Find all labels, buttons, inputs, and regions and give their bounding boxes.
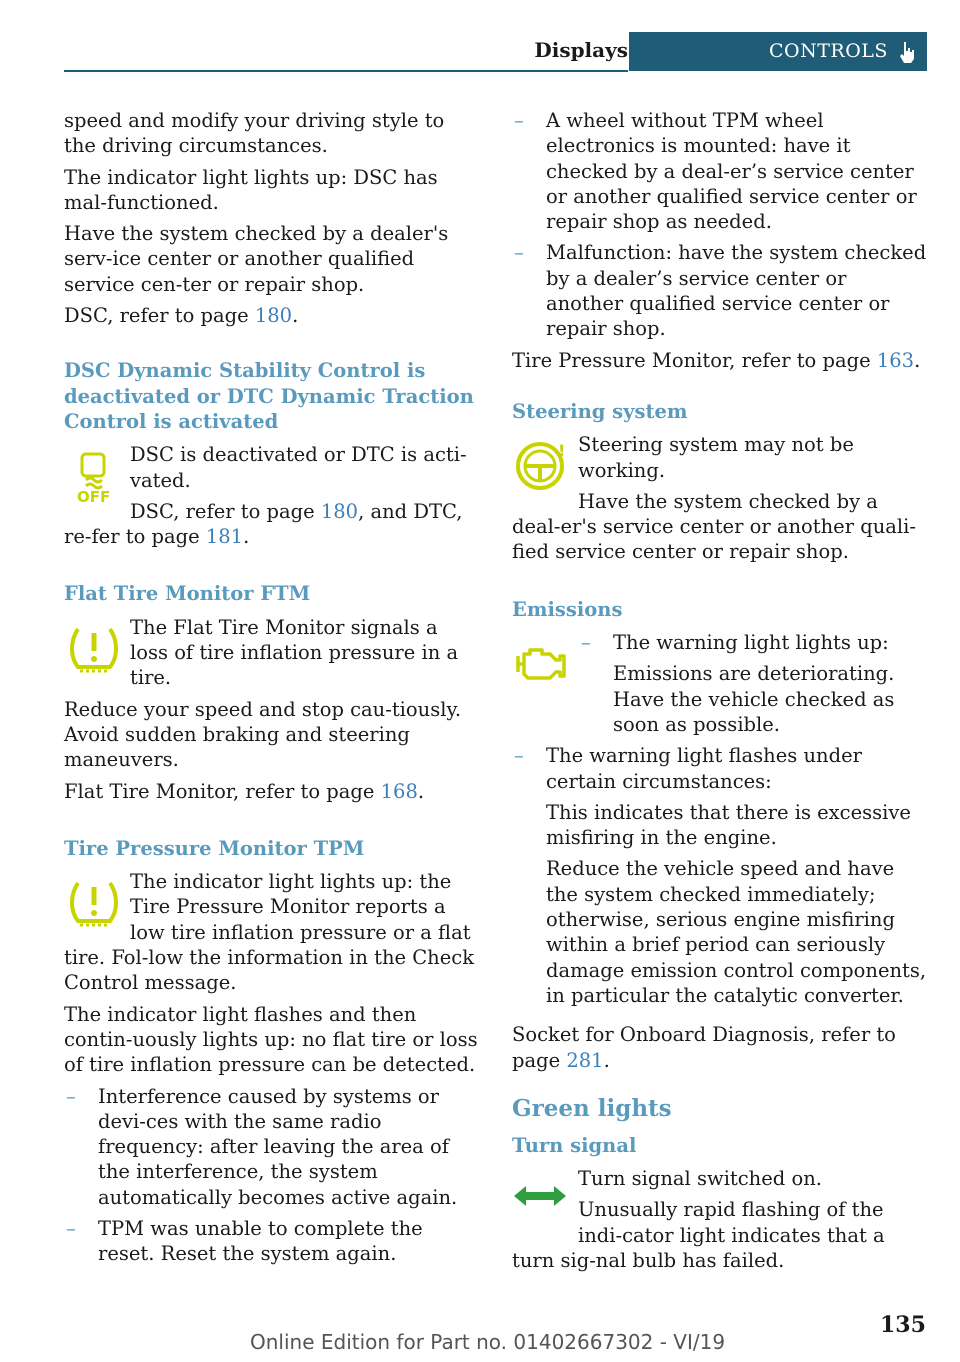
footer-edition: Online Edition for Part no. 01402667302 - VI/19 [250, 1330, 726, 1354]
turn-signal-arrows-icon [512, 1166, 572, 1226]
paragraph: speed and modify your driving style to the driving circumstances. [64, 109, 445, 158]
section-heading-ftm: Flat Tire Monitor FTM [64, 582, 311, 606]
page-link[interactable]: 181 [205, 525, 244, 549]
svg-text:OFF: OFF [77, 488, 111, 507]
paragraph: This indicates that there is excessive misfiring in the engine. [546, 800, 911, 850]
section-heading-steering: Steering system [512, 399, 688, 423]
header-chapter-bar [629, 32, 927, 71]
dsc-off-icon [64, 446, 124, 506]
header-chapter-title: CONTROLS [769, 40, 888, 62]
section-heading-dsc: DSC Dynamic Stability Control is deactivated or DTC Dynamic Traction Control is activated [64, 359, 474, 433]
section-heading-tpm: Tire Pressure Monitor TPM [64, 836, 365, 860]
paragraph: Emissions are deteriorating. Have the vehicle checked as soon as possible. [613, 662, 895, 736]
paragraph: The indicator light lights up: the Tire Pressure Monitor reports a low tire inflation pressure or a flat tire. Fol‐low the information in the Check Control message. [64, 870, 475, 995]
paragraph: The indicator light flashes and then contin‐uously lights up: no flat tire or loss of tire inflation pressure can be detected. [64, 1002, 478, 1077]
list-item: – A wheel without TPM wheel electronics is mounted: have it checked by a deal‐er’s service center or another qualified service center or repair shop as needed. [512, 108, 928, 234]
section-heading-turn-signal: Turn signal [512, 1133, 637, 1157]
paragraph: DSC is deactivated or DTC is acti‐vated. [130, 443, 467, 492]
check-engine-icon [512, 634, 572, 694]
list-item: – The warning light flashes under certain circumstances: [512, 743, 928, 794]
section-heading-emissions: Emissions [512, 597, 623, 621]
list-item: – Interference caused by systems or devi‐ces with the same radio frequency: after leaving the area of the interference, the system automatically becomes active again. [64, 1084, 480, 1210]
paragraph: DSC, refer to page 180. [64, 304, 299, 328]
paragraph: Have the system checked by a deal‐er's service center or another quali‐fied service center or repair shop. [512, 489, 916, 564]
paragraph: Socket for Onboard Diagnosis, refer to page 281. [512, 1023, 896, 1072]
tire-pressure-warning-icon [64, 619, 124, 679]
page-link[interactable]: 168 [380, 779, 418, 803]
page-link[interactable]: 281 [566, 1048, 604, 1072]
header-rule [64, 70, 628, 72]
paragraph: Tire Pressure Monitor, refer to page 163. [512, 348, 921, 372]
page-link[interactable]: 180 [254, 304, 293, 328]
hand-pointer-icon [897, 40, 917, 64]
page-link[interactable]: 163 [876, 348, 915, 372]
left-column [64, 108, 480, 1273]
page-link[interactable]: 180 [320, 499, 359, 523]
paragraph: Have the system checked by a dealer's serv‐ice center or another qualified service cen‐ter or repair shop. [64, 222, 449, 296]
header-section-title: Displays [534, 38, 628, 62]
right-column [512, 108, 928, 1279]
paragraph: Unusually rapid flashing of the indi‐cator light indicates that a turn sig‐nal bulb has failed. [512, 1198, 885, 1272]
list-item: – Malfunction: have the system checked by a dealer’s service center or another qualified service center or repair shop. [512, 240, 928, 341]
paragraph: Reduce your speed and stop cau‐tiously. Avoid sudden braking and steering maneuvers. [64, 697, 462, 772]
steering-wheel-warning-icon [512, 436, 572, 496]
list-item: – The warning light lights up: [579, 630, 928, 655]
paragraph: The Flat Tire Monitor signals a loss of tire inflation pressure in a tire. [130, 615, 459, 690]
section-heading-green-lights: Green lights [512, 1094, 672, 1122]
paragraph: DSC, refer to page 180, and DTC, re‐fer to page 181. [64, 499, 463, 549]
tire-pressure-warning-icon [64, 873, 124, 933]
paragraph: Steering system may not be working. [578, 433, 854, 482]
page-number: 135 [880, 1312, 926, 1338]
paragraph: Turn signal switched on. [578, 1167, 822, 1191]
paragraph: Flat Tire Monitor, refer to page 168. [64, 779, 425, 803]
svg-text:!: ! [558, 441, 566, 461]
list-item: – TPM was unable to complete the reset. Reset the system again. [64, 1216, 480, 1267]
paragraph: The indicator light lights up: DSC has mal‐functioned. [64, 165, 438, 214]
paragraph: Reduce the vehicle speed and have the system checked immediately; otherwise, serious engine misfiring within a brief period can seriously damage emission control components, in particular the catalytic converter. [546, 857, 927, 1007]
